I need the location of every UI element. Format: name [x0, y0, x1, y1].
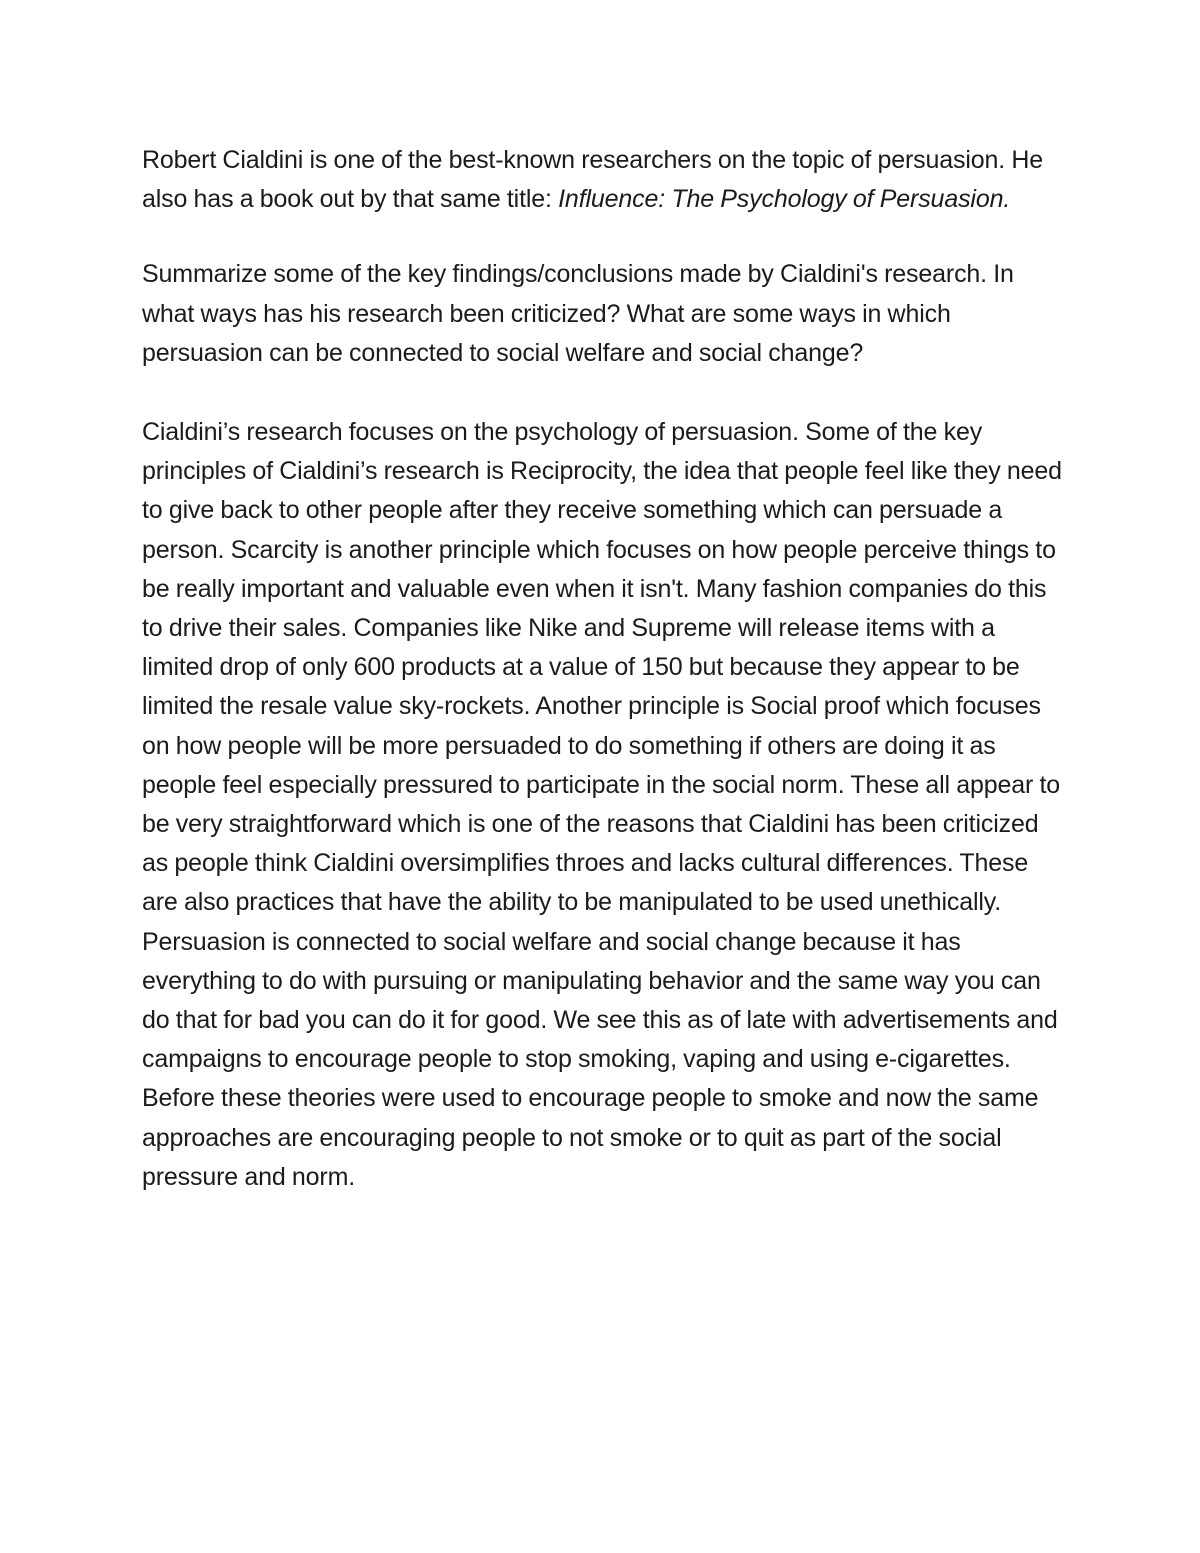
book-title: Influence: The Psychology of Persuasion.	[558, 185, 1011, 214]
prompt-paragraph: Summarize some of the key findings/conclusions made by Cialdini's research. In what ways has his research been criticized? What are some ways in which persuasion can be connected to social welfare and social change?	[142, 260, 1014, 367]
intro-paragraph	[142, 141, 1067, 219]
document-body	[142, 141, 1067, 1197]
intro-text: Robert Cialdini is one of the best-known researchers on the topic of persuasion. He also has a book out by that same title:	[142, 146, 1043, 214]
response-paragraph: Cialdini’s research focuses on the psychology of persuasion. Some of the key principles of Cialdini’s research is Reciprocity, the idea that people feel like they need to give back to other people after they receive something which can persuade a person. Scarcity is another principle which focuses on how people perceive things to be really important and valuable even when it isn't. Many fashion companies do this to drive their sales. Companies like Nike and Supreme will release items with a limited drop of only 600 products at a value of 150 but because they appear to be limited the resale value sky-rockets. Another principle is Social proof which focuses on how people will be more persuaded to do something if others are doing it as people feel especially pressured to participate in the social norm. These all appear to be very straightforward which is one of the reasons that Cialdini has been criticized as people think Cialdini oversimplifies throes and lacks cultural differences. These are also practices that have the ability to be manipulated to be used unethically. Persuasion is connected to social welfare and social change because it has everything to do with pursuing or manipulating behavior and the same way you can do that for bad you can do it for good. We see this as of late with advertisements and campaigns to encourage people to stop smoking, vaping and using e-cigarettes. Before these theories were used to encourage people to smoke and now the same approaches are encouraging people to not smoke or to quit as part of the social pressure and norm.	[142, 418, 1062, 1191]
